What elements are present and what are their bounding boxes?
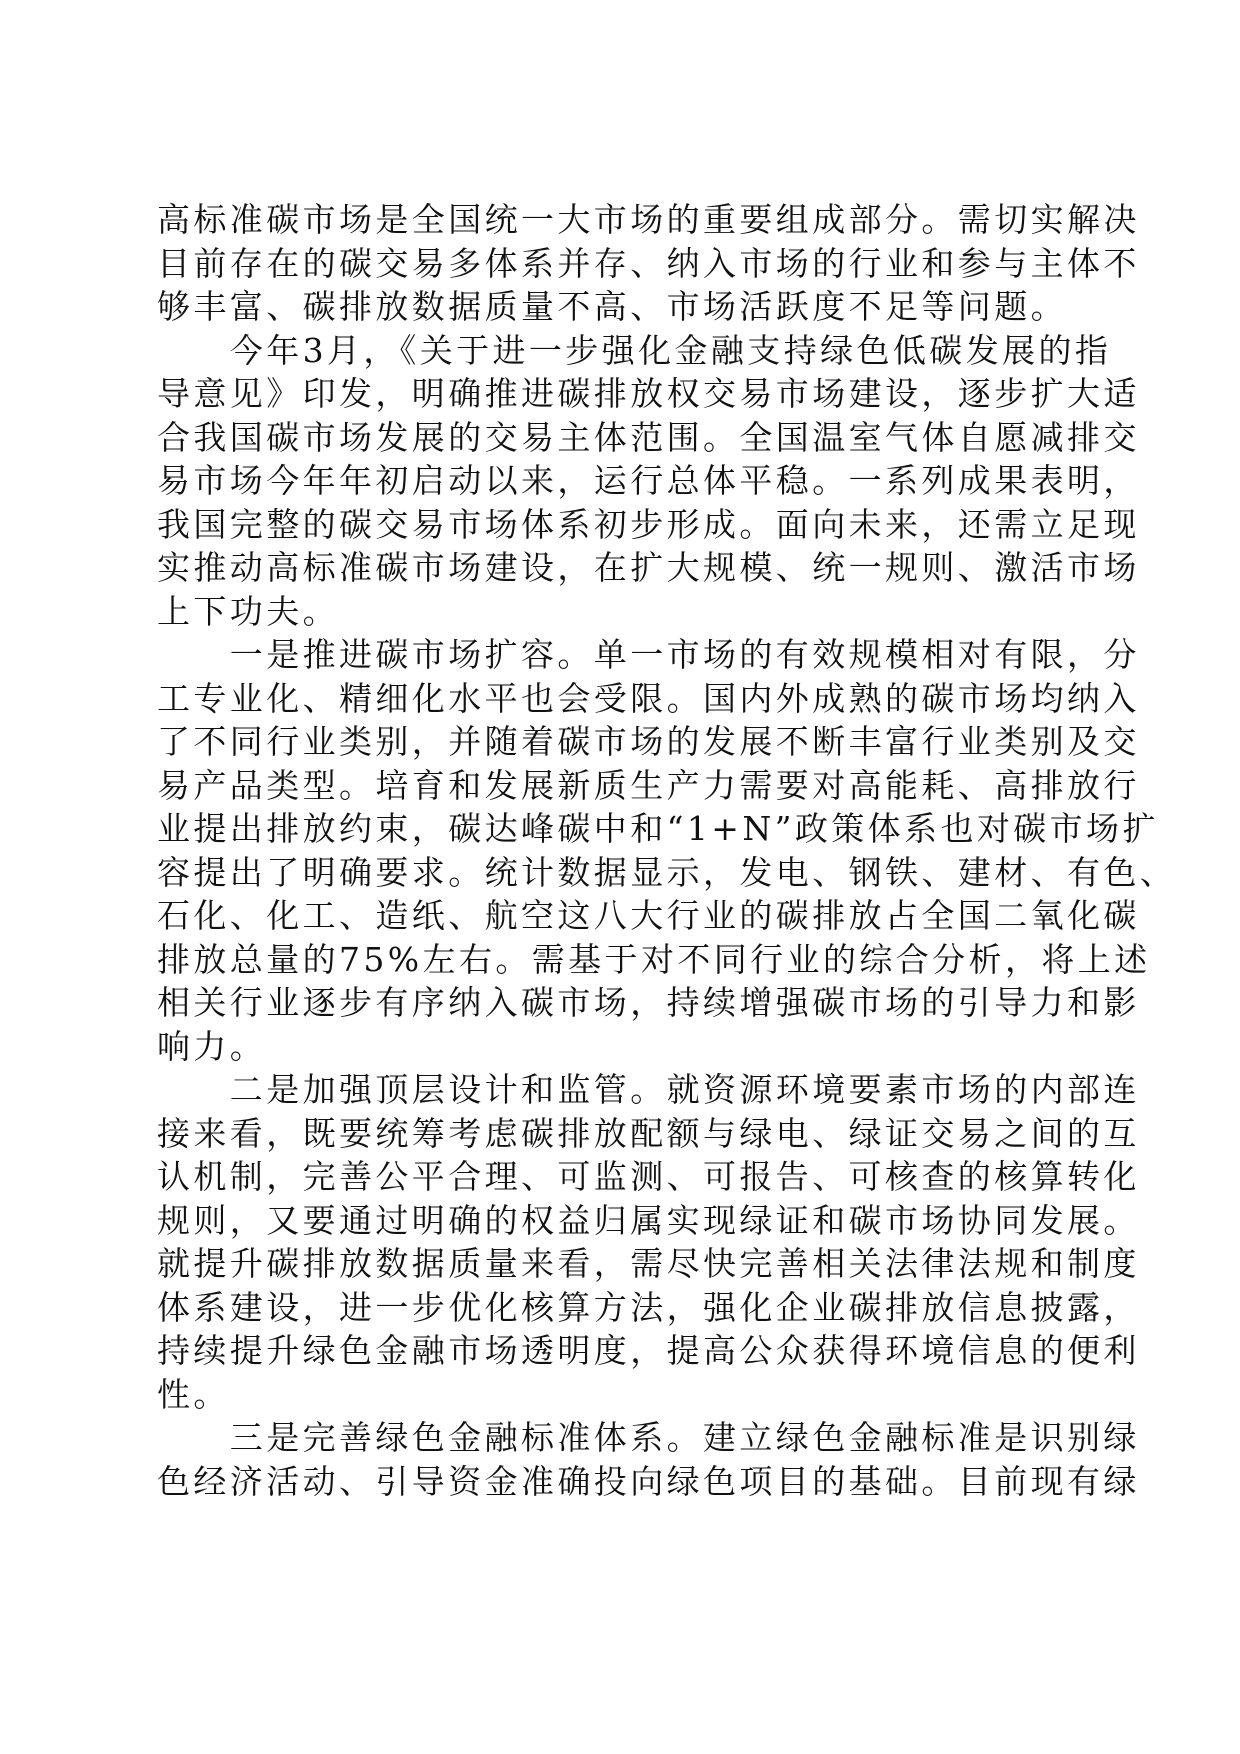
- text-line: 导意见》印发，明确推进碳排放权交易市场建设，逐步扩大适: [157, 374, 1140, 413]
- text-line: 目前存在的碳交易多体系并存、纳入市场的行业和参与主体不: [157, 243, 1140, 283]
- text-line: 排放总量的75%左右。需基于对不同行业的综合分析，将上述: [157, 939, 1151, 979]
- text-line: 石化、化工、造纸、航空这八大行业的碳排放占全国二氧化碳: [157, 896, 1140, 935]
- text-line: 响力。: [157, 1026, 267, 1066]
- text-line: 就提升碳排放数据质量来看，需尽快完善相关法律法规和制度: [157, 1244, 1140, 1283]
- text-line: 体系建设，进一步优化核算方法，强化企业碳排放信息披露，: [157, 1287, 1140, 1327]
- text-line: 实推动高标准碳市场建设，在扩大规模、统一规则、激活市场: [157, 548, 1140, 587]
- text-line: 二是加强顶层设计和监管。就资源环境要素市场的内部连: [157, 1070, 1140, 1109]
- text-line: 接来看，既要统筹考虑碳排放配额与绿电、绿证交易之间的互: [157, 1113, 1140, 1153]
- text-line: 易产品类型。培育和发展新质生产力需要对高能耗、高排放行: [157, 765, 1140, 805]
- text-line: 三是完善绿色金融标准体系。建立绿色金融标准是识别绿: [157, 1418, 1140, 1457]
- article-body: [157, 198, 1177, 1503]
- text-line: 持续提升绿色金融市场透明度，提高公众获得环境信息的便利: [157, 1331, 1140, 1370]
- text-line: 业提出排放约束，碳达峰碳中和“1+N”政策体系也对碳市场扩: [157, 809, 1159, 848]
- text-line: 一是推进碳市场扩容。单一市场的有效规模相对有限，分: [157, 635, 1140, 674]
- text-line: 易市场今年年初启动以来，运行总体平稳。一系列成果表明，: [157, 461, 1140, 500]
- text-line: 认机制，完善公平合理、可监测、可报告、可核查的核算转化: [157, 1157, 1140, 1196]
- text-line: 高标准碳市场是全国统一大市场的重要组成部分。需切实解决: [157, 200, 1140, 239]
- text-line: 够丰富、碳排放数据质量不高、市场活跃度不足等问题。: [157, 287, 1067, 326]
- text-line: 相关行业逐步有序纳入碳市场，持续增强碳市场的引导力和影: [157, 983, 1140, 1022]
- text-line: 上下功夫。: [157, 591, 339, 631]
- text-line: 色经济活动、引导资金准确投向绿色项目的基础。目前现有绿: [157, 1461, 1140, 1501]
- text-line: 合我国碳市场发展的交易主体范围。全国温室气体自愿减排交: [157, 417, 1140, 457]
- text-line: 性。: [157, 1374, 230, 1414]
- text-line: 规则，又要通过明确的权益归属实现绿证和碳市场协同发展。: [157, 1200, 1140, 1240]
- text-line: 了不同行业类别，并随着碳市场的发展不断丰富行业类别及交: [157, 722, 1140, 761]
- text-line: 工专业化、精细化水平也会受限。国内外成熟的碳市场均纳入: [157, 678, 1140, 718]
- text-line: 容提出了明确要求。统计数据显示，发电、钢铁、建材、有色、: [157, 852, 1177, 892]
- text-line: 今年3月，《关于进一步强化金融支持绿色低碳发展的指: [157, 330, 1112, 370]
- text-line: 我国完整的碳交易市场体系初步形成。面向未来，还需立足现: [157, 504, 1140, 544]
